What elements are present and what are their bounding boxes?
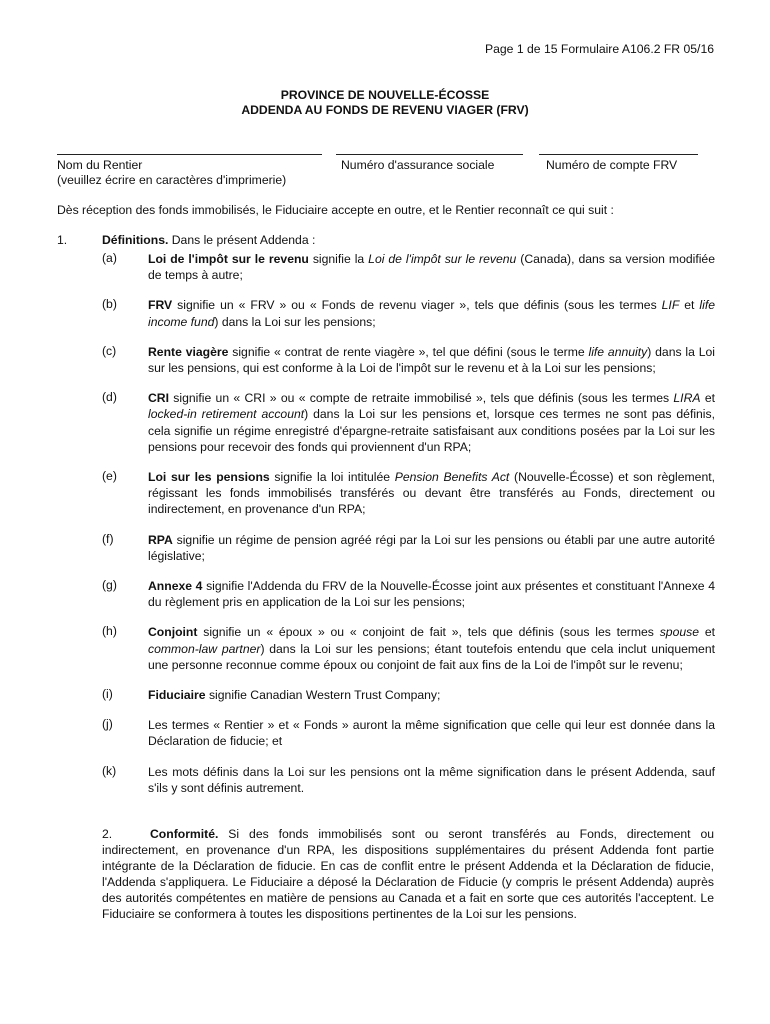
- definition-text: [148, 764, 715, 796]
- section-2-text: Si des fonds immobilisés sont ou seront transférés au Fonds, directement ou indirectement, en provenance d'un RPA, les dispositions supplémentaires du présent Addenda font partie intégrante de la Déclaration de fiducie. En cas de conflit entre le présent Addenda et la Déclaration de fiducie, l'Addenda s'appliquera. Le Fiduciaire a déposé la Déclaration de Fiducie (y compris le présent Addenda) auprès des autorités compétentes en matière de pensions au Canada et a fait en sorte que ces autorités l'acceptent. Le Fiduciaire se conformera à toutes les dispositions pertinentes de la Loi sur les pensions.: [102, 827, 714, 922]
- definition-label: (e): [102, 469, 117, 484]
- definition-label: (b): [102, 297, 117, 312]
- definition-body: Les termes « Rentier » et « Fonds » auront la même signification que celle qui leur est donnée dans la Déclaration de fiducie; et: [148, 718, 715, 749]
- definition-text: [148, 687, 715, 703]
- title-line-2: ADDENDA AU FONDS DE REVENU VIAGER (FRV): [241, 103, 529, 117]
- definition-text: [148, 469, 715, 518]
- definition-italic: locked-in retirement account: [148, 407, 305, 422]
- definition-body: ) dans la Loi sur les pensions, qui est conforme à la Loi de l'impôt sur le revenu et à la Loi sur les pensions;: [148, 344, 716, 376]
- section-1-number: 1.: [57, 233, 68, 247]
- definition-item: [57, 297, 715, 329]
- definition-body: Les mots définis dans la Loi sur les pensions ont la même signification dans le présent Addenda, sauf s'ils y sont définis autrement.: [148, 764, 715, 795]
- definition-label: (j): [102, 717, 113, 732]
- section-1-title-wrap: [102, 233, 315, 247]
- definition-term: Annexe 4: [148, 579, 203, 594]
- definition-italic: Loi de l'impôt sur le revenu: [368, 252, 517, 266]
- definition-label: (g): [102, 578, 117, 593]
- section-conformity: [102, 826, 714, 923]
- definition-body: signifie l'Addenda du FRV de la Nouvelle-Écosse joint aux présentes et constituant l'Annexe 4 du règlement pris en application de la Loi sur les pensions;: [148, 579, 715, 610]
- section-2-title: Conformité.: [150, 827, 219, 841]
- definition-item: [57, 532, 715, 564]
- definition-term: Conjoint: [148, 625, 198, 640]
- definition-item: [57, 687, 715, 703]
- sin-field-label: Numéro d'assurance sociale: [341, 158, 495, 172]
- definition-item: [57, 764, 715, 796]
- definition-term: FRV: [148, 298, 173, 313]
- definition-term: Loi de l'impôt sur le revenu: [148, 252, 309, 266]
- definition-label: (h): [102, 624, 117, 639]
- definition-text: [148, 297, 715, 329]
- definition-italic: Pension Benefits Act: [394, 470, 510, 485]
- section-1-heading: [57, 233, 715, 251]
- definition-italic: common-law partner: [148, 641, 261, 656]
- document-title: [0, 88, 770, 118]
- account-signature-line: [539, 154, 698, 155]
- definition-item: [57, 390, 715, 455]
- definition-text: [148, 717, 715, 749]
- definition-text: [148, 251, 715, 283]
- definition-label: (k): [102, 763, 117, 778]
- section-definitions: [57, 233, 715, 796]
- definition-italic: LIF: [661, 298, 680, 313]
- definition-body: ) dans la Loi sur les pensions et, lorsque ces termes ne sont pas définis, cela signifie un régime enregistré d'épargne-retraite satisfaisant aux conditions posées par la Loi sur les pensions pour recevoir des fonds qui proviennent d'un RPA;: [148, 407, 715, 454]
- definition-body: signifie la loi intitulée: [269, 470, 395, 485]
- section-2-number: 2.: [102, 827, 113, 841]
- definition-item: [57, 469, 715, 518]
- definition-item: [57, 624, 715, 673]
- definition-item: [57, 717, 715, 749]
- name-signature-line: [57, 154, 322, 155]
- definition-term: Loi sur les pensions: [148, 470, 270, 485]
- account-field-label: Numéro de compte FRV: [546, 158, 678, 172]
- definition-label: (f): [102, 531, 114, 546]
- print-hint: (veuillez écrire en caractères d'imprimerie): [57, 173, 287, 187]
- definition-body: signifie « contrat de rente viagère », tel que défini (sous le terme: [228, 344, 589, 359]
- definition-italic: life annuity: [588, 344, 648, 359]
- section-1-title: Définitions.: [102, 233, 169, 247]
- section-1-lead: Dans le présent Addenda :: [168, 233, 316, 247]
- definition-item: [57, 344, 715, 376]
- definition-italic: spouse: [659, 625, 700, 640]
- definition-body: signifie Canadian Western Trust Company;: [205, 688, 441, 703]
- definition-italic: LIRA: [673, 391, 701, 406]
- definition-label: (a): [102, 251, 117, 265]
- definition-item: [57, 251, 715, 283]
- definition-body: (Nouvelle-Écosse) et son règlement, régissant les fonds immobilisés transférés ou devant être transférés au Fonds, directement ou indirectement, en provenance d'un RPA;: [148, 470, 715, 517]
- definition-body: signifie un « époux » ou « conjoint de fait », tels que définis (sous les termes: [197, 625, 660, 640]
- definition-italic: life income fund: [148, 298, 715, 329]
- definition-term: Rente viagère: [148, 344, 229, 359]
- definition-body: ) dans la Loi sur les pensions;: [214, 314, 376, 329]
- intro-paragraph: Dès réception des fonds immobilisés, le Fiduciaire accepte en outre, et le Rentier reconnaît ce qui suit :: [57, 203, 614, 217]
- definition-body: et: [699, 625, 715, 640]
- definition-label: (d): [102, 390, 117, 405]
- definition-item: [57, 578, 715, 610]
- section-2-paragraph: [102, 826, 714, 923]
- definition-body: signifie un « CRI » ou « compte de retraite immobilisé », tels que définis (sous les termes: [169, 391, 674, 406]
- definition-body: et: [679, 298, 700, 313]
- definition-body: (Canada), dans sa version modifiée de temps à autre;: [148, 252, 715, 283]
- name-field-label: [57, 158, 286, 188]
- page-header: Page 1 de 15 Formulaire A106.2 FR 05/16: [485, 42, 714, 56]
- sin-signature-line: [336, 154, 523, 155]
- definition-body: signifie un « FRV » ou « Fonds de revenu viager », tels que définis (sous les termes: [172, 298, 662, 313]
- definition-term: RPA: [148, 532, 173, 547]
- definition-text: [148, 390, 715, 455]
- definition-body: signifie la: [308, 252, 369, 266]
- rentier-name-label: Nom du Rentier: [57, 158, 143, 172]
- definition-body: et: [700, 391, 715, 406]
- definition-text: [148, 532, 715, 564]
- definition-term: Fiduciaire: [148, 688, 206, 703]
- definition-text: [148, 624, 715, 673]
- definition-label: (i): [102, 687, 113, 702]
- definition-text: [148, 578, 715, 610]
- definition-body: ) dans la Loi sur les pensions; étant toutefois entendu que cela inclut uniquement une personne reconnue comme époux ou conjoint de fait aux fins de la Loi de l'impôt sur le revenu;: [148, 641, 715, 672]
- definition-body: signifie un régime de pension agréé régi par la Loi sur les pensions ou établi par une autre autorité législative;: [148, 532, 715, 563]
- definition-text: [148, 344, 715, 376]
- definition-list: [57, 251, 715, 796]
- definition-term: CRI: [148, 391, 169, 406]
- title-line-1: PROVINCE DE NOUVELLE-ÉCOSSE: [280, 88, 490, 102]
- definition-label: (c): [102, 343, 117, 358]
